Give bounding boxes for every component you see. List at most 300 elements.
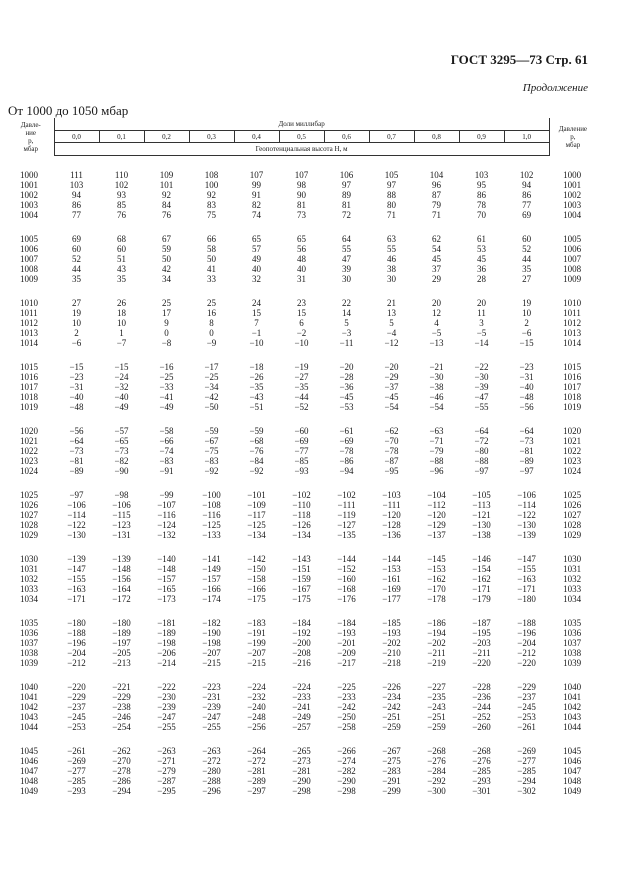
height-cell: −230 bbox=[157, 692, 176, 702]
height-cell: −175 bbox=[247, 594, 266, 604]
height-cell: −103 bbox=[382, 490, 401, 500]
pressure-cell-left: 1017 bbox=[20, 382, 38, 392]
height-cell: 10 bbox=[522, 308, 532, 318]
table-row bbox=[8, 722, 596, 732]
height-cell: −84 bbox=[249, 456, 264, 466]
height-cell: −31 bbox=[519, 372, 534, 382]
height-cell: −164 bbox=[112, 584, 131, 594]
height-cell: 15 bbox=[252, 308, 261, 318]
height-cell: 31 bbox=[297, 274, 306, 284]
pressure-cell-right: 1016 bbox=[563, 372, 582, 382]
height-cell: −155 bbox=[517, 564, 536, 574]
height-cell: −48 bbox=[69, 402, 84, 412]
pressure-cell-left: 1001 bbox=[20, 180, 38, 190]
height-cell: 27 bbox=[522, 274, 532, 284]
height-cell: −179 bbox=[472, 594, 491, 604]
height-cell: −23 bbox=[519, 362, 534, 372]
height-cell: −252 bbox=[472, 712, 491, 722]
height-cell: −245 bbox=[67, 712, 86, 722]
pressure-cell-right: 1017 bbox=[563, 382, 582, 392]
pressure-cell-left: 1014 bbox=[20, 338, 38, 348]
height-cell: −184 bbox=[337, 618, 356, 628]
height-cell: −140 bbox=[157, 554, 176, 564]
height-cell: −107 bbox=[157, 500, 176, 510]
height-cell: −98 bbox=[114, 490, 129, 500]
height-cell: −106 bbox=[112, 500, 131, 510]
height-cell: −180 bbox=[112, 618, 131, 628]
height-cell: 99 bbox=[252, 180, 261, 190]
height-cell: −180 bbox=[67, 618, 86, 628]
pressure-cell-right: 1018 bbox=[563, 392, 582, 402]
height-cell: 41 bbox=[207, 264, 216, 274]
height-cell: −228 bbox=[472, 682, 491, 692]
left-header-line: Давле- bbox=[20, 120, 41, 129]
height-cell: −300 bbox=[427, 786, 446, 796]
height-cell: 25 bbox=[207, 298, 216, 308]
height-cell: 32 bbox=[252, 274, 261, 284]
height-cell: −148 bbox=[112, 564, 131, 574]
height-cell: −113 bbox=[472, 500, 491, 510]
pressure-cell-right: 1021 bbox=[563, 436, 582, 446]
height-cell: −266 bbox=[337, 746, 356, 756]
pressure-cell-right: 1025 bbox=[563, 490, 582, 500]
fraction-column-header: 0,5 bbox=[279, 131, 324, 143]
height-cell: −69 bbox=[339, 436, 354, 446]
height-cell: 95 bbox=[477, 180, 486, 190]
table-row bbox=[8, 574, 596, 584]
height-cell: 15 bbox=[297, 308, 306, 318]
height-cell: −287 bbox=[157, 776, 176, 786]
height-cell: −73 bbox=[114, 446, 129, 456]
height-cell: 71 bbox=[432, 210, 441, 220]
height-cell: −168 bbox=[337, 584, 356, 594]
table-row bbox=[8, 510, 596, 520]
height-cell: −76 bbox=[249, 446, 264, 456]
height-cell: −212 bbox=[517, 648, 536, 658]
pressure-cell-left: 1024 bbox=[20, 466, 38, 476]
height-cell: −157 bbox=[202, 574, 221, 584]
group-gap bbox=[8, 220, 596, 234]
height-cell: 63 bbox=[387, 234, 396, 244]
height-cell: 103 bbox=[69, 180, 84, 190]
height-cell: −190 bbox=[202, 628, 221, 638]
height-cell: −27 bbox=[294, 372, 309, 382]
height-cell: 10 bbox=[117, 318, 126, 328]
height-cell: −197 bbox=[112, 638, 131, 648]
height-cell: −5 bbox=[431, 328, 442, 338]
height-cell: −255 bbox=[157, 722, 176, 732]
height-cell: 11 bbox=[477, 308, 486, 318]
fraction-column-header: 0,1 bbox=[99, 131, 144, 143]
pressure-cell-right: 1011 bbox=[563, 308, 581, 318]
height-cell: −253 bbox=[67, 722, 86, 732]
fraction-column-header: 0,2 bbox=[144, 131, 189, 143]
pressure-cell-right: 1004 bbox=[563, 210, 582, 220]
height-cell: 60 bbox=[522, 234, 532, 244]
height-cell: −37 bbox=[384, 382, 399, 392]
height-cell: 110 bbox=[114, 170, 129, 180]
height-cell: 5 bbox=[344, 318, 349, 328]
pressure-cell-left: 1033 bbox=[20, 584, 38, 594]
table-row bbox=[8, 392, 596, 402]
height-cell: −267 bbox=[382, 746, 401, 756]
height-cell: −130 bbox=[67, 530, 86, 540]
pressure-cell-right: 1042 bbox=[563, 702, 582, 712]
height-cell: −251 bbox=[427, 712, 446, 722]
height-cell: −276 bbox=[472, 756, 491, 766]
height-cell: −54 bbox=[429, 402, 444, 412]
pressure-cell-left: 1040 bbox=[20, 682, 38, 692]
height-cell: −46 bbox=[429, 392, 444, 402]
height-cell: 2 bbox=[74, 328, 79, 338]
height-cell: 73 bbox=[297, 210, 306, 220]
height-cell: 2 bbox=[524, 318, 529, 328]
height-cell: −102 bbox=[292, 490, 311, 500]
pressure-cell-right: 1023 bbox=[563, 456, 582, 466]
height-cell: −242 bbox=[337, 702, 356, 712]
height-cell: −118 bbox=[292, 510, 311, 520]
table-row bbox=[8, 338, 596, 348]
height-cell: 102 bbox=[114, 180, 129, 190]
height-cell: −64 bbox=[474, 426, 489, 436]
height-cell: 88 bbox=[387, 190, 396, 200]
height-cell: 100 bbox=[204, 180, 219, 190]
height-cell: −128 bbox=[382, 520, 401, 530]
height-cell: −83 bbox=[204, 456, 219, 466]
height-cell: 66 bbox=[207, 234, 216, 244]
height-cell: −148 bbox=[157, 564, 176, 574]
height-cell: 103 bbox=[474, 170, 489, 180]
height-cell: −12 bbox=[384, 338, 399, 348]
height-cell: −22 bbox=[474, 362, 489, 372]
height-cell: 86 bbox=[477, 190, 486, 200]
height-cell: 42 bbox=[162, 264, 171, 274]
height-cell: −151 bbox=[292, 564, 311, 574]
table-row bbox=[8, 298, 596, 308]
height-cell: −82 bbox=[114, 456, 129, 466]
table-row bbox=[8, 658, 596, 668]
height-cell: 96 bbox=[432, 180, 441, 190]
pressure-cell-right: 1047 bbox=[563, 766, 582, 776]
height-cell: −18 bbox=[249, 362, 264, 372]
height-cell: −279 bbox=[157, 766, 176, 776]
pressure-cell-right: 1035 bbox=[563, 618, 582, 628]
pressure-cell-right: 1026 bbox=[563, 500, 582, 510]
height-cell: −183 bbox=[247, 618, 266, 628]
height-cell: −141 bbox=[202, 554, 221, 564]
height-cell: −163 bbox=[517, 574, 536, 584]
height-cell: 25 bbox=[162, 298, 171, 308]
height-cell: −171 bbox=[472, 584, 491, 594]
pressure-cell-right: 1002 bbox=[563, 190, 582, 200]
height-cell: −247 bbox=[157, 712, 176, 722]
height-cell: −154 bbox=[472, 564, 491, 574]
height-cell: −56 bbox=[519, 402, 534, 412]
height-cell: −184 bbox=[292, 618, 311, 628]
height-cell: −90 bbox=[114, 466, 129, 476]
pressure-cell-right: 1037 bbox=[563, 638, 582, 648]
height-cell: −201 bbox=[337, 638, 356, 648]
height-cell: −233 bbox=[337, 692, 356, 702]
height-cell: −97 bbox=[69, 490, 84, 500]
height-cell: −182 bbox=[202, 618, 221, 628]
height-cell: 109 bbox=[159, 170, 174, 180]
pressure-cell-left: 1046 bbox=[20, 756, 38, 766]
height-cell: −112 bbox=[427, 500, 446, 510]
height-cell: −132 bbox=[157, 530, 176, 540]
height-cell: −92 bbox=[204, 466, 219, 476]
pressure-cell-left: 1019 bbox=[20, 402, 38, 412]
height-cell: −167 bbox=[292, 584, 311, 594]
height-cell: −54 bbox=[384, 402, 399, 412]
group-gap bbox=[8, 284, 596, 298]
height-cell: −261 bbox=[67, 746, 86, 756]
height-cell: 21 bbox=[387, 298, 396, 308]
pressure-cell-right: 1008 bbox=[563, 264, 582, 274]
height-cell: −223 bbox=[202, 682, 221, 692]
table-row bbox=[8, 786, 596, 796]
height-cell: −198 bbox=[202, 638, 221, 648]
height-cell: −139 bbox=[67, 554, 86, 564]
height-cell: 86 bbox=[522, 190, 532, 200]
height-cell: −202 bbox=[382, 638, 401, 648]
height-cell: 1 bbox=[119, 328, 124, 338]
pressure-cell-right: 1015 bbox=[563, 362, 582, 372]
left-header-line: p, bbox=[28, 136, 34, 145]
fraction-column-header: 0,6 bbox=[324, 131, 369, 143]
pressure-cell-left: 1039 bbox=[20, 658, 38, 668]
height-cell: −157 bbox=[157, 574, 176, 584]
table-row bbox=[8, 234, 596, 244]
pressure-cell-left: 1010 bbox=[20, 298, 38, 308]
height-cell: −288 bbox=[202, 776, 221, 786]
table-row bbox=[8, 530, 596, 540]
height-cell: −16 bbox=[159, 362, 174, 372]
height-cell: 65 bbox=[297, 234, 306, 244]
height-cell: −142 bbox=[247, 554, 266, 564]
pressure-cell-left: 1000 bbox=[20, 170, 38, 180]
pressure-cell-right: 1009 bbox=[563, 274, 582, 284]
left-pressure-header bbox=[8, 118, 54, 156]
height-cell: −237 bbox=[67, 702, 86, 712]
table-row bbox=[8, 436, 596, 446]
height-cell: 45 bbox=[432, 254, 441, 264]
pressure-cell-left: 1044 bbox=[20, 722, 38, 732]
height-cell: −106 bbox=[517, 490, 536, 500]
height-cell: 56 bbox=[297, 244, 306, 254]
height-cell: −162 bbox=[427, 574, 446, 584]
table-row bbox=[8, 426, 596, 436]
height-cell: −171 bbox=[67, 594, 86, 604]
height-cell: 19 bbox=[522, 298, 532, 308]
height-cell: −9 bbox=[206, 338, 217, 348]
height-cell: −296 bbox=[202, 786, 221, 796]
height-cell: −239 bbox=[157, 702, 176, 712]
height-cell: −295 bbox=[157, 786, 176, 796]
table-row bbox=[8, 490, 596, 500]
height-cell: −260 bbox=[472, 722, 491, 732]
height-cell: −109 bbox=[247, 500, 266, 510]
height-cell: −30 bbox=[429, 372, 444, 382]
group-gap bbox=[8, 412, 596, 426]
height-cell: −277 bbox=[517, 756, 536, 766]
pressure-cell-right: 1032 bbox=[563, 574, 582, 584]
height-cell: −62 bbox=[384, 426, 399, 436]
height-cell: −189 bbox=[112, 628, 131, 638]
pressure-cell-right: 1029 bbox=[563, 530, 582, 540]
height-cell: −25 bbox=[204, 372, 219, 382]
height-cell: −106 bbox=[67, 500, 86, 510]
height-cell: 35 bbox=[117, 274, 126, 284]
pressure-cell-left: 1023 bbox=[20, 456, 38, 466]
height-cell: −58 bbox=[159, 426, 174, 436]
height-cell: 40 bbox=[252, 264, 261, 274]
height-cell: 51 bbox=[117, 254, 126, 264]
height-cell: 69 bbox=[72, 234, 81, 244]
height-cell: −30 bbox=[474, 372, 489, 382]
height-cell: −19 bbox=[294, 362, 309, 372]
table-row bbox=[8, 244, 596, 254]
table-row bbox=[8, 520, 596, 530]
height-cell: −91 bbox=[159, 466, 174, 476]
height-cell: 46 bbox=[387, 254, 396, 264]
table-row bbox=[8, 628, 596, 638]
height-cell: −61 bbox=[339, 426, 354, 436]
height-cell: −246 bbox=[112, 712, 131, 722]
height-cell: −34 bbox=[204, 382, 219, 392]
height-cell: 83 bbox=[207, 200, 216, 210]
height-cell: −166 bbox=[247, 584, 266, 594]
height-cell: 14 bbox=[342, 308, 351, 318]
continuation-label: Продолжение bbox=[522, 82, 588, 94]
height-cell: 72 bbox=[342, 210, 351, 220]
height-cell: −249 bbox=[292, 712, 311, 722]
height-cell: −268 bbox=[427, 746, 446, 756]
height-cell: −127 bbox=[337, 520, 356, 530]
height-cell: −67 bbox=[204, 436, 219, 446]
table-row bbox=[8, 564, 596, 574]
pressure-cell-left: 1031 bbox=[20, 564, 38, 574]
table-row bbox=[8, 746, 596, 756]
height-cell: −172 bbox=[112, 594, 131, 604]
height-cell: −211 bbox=[472, 648, 491, 658]
height-cell: −270 bbox=[112, 756, 131, 766]
height-cell: −68 bbox=[249, 436, 264, 446]
height-cell: −227 bbox=[427, 682, 446, 692]
height-cell: 10 bbox=[72, 318, 81, 328]
height-cell: −81 bbox=[519, 446, 534, 456]
height-cell: −40 bbox=[114, 392, 129, 402]
height-cell: 97 bbox=[387, 180, 396, 190]
height-cell: 62 bbox=[432, 234, 441, 244]
height-cell: −244 bbox=[472, 702, 491, 712]
height-cell: −162 bbox=[472, 574, 491, 584]
height-cell: −294 bbox=[517, 776, 536, 786]
height-cell: −72 bbox=[474, 436, 489, 446]
height-cell: −124 bbox=[157, 520, 176, 530]
height-cell: 87 bbox=[432, 190, 441, 200]
height-cell: −262 bbox=[112, 746, 131, 756]
height-cell: −169 bbox=[382, 584, 401, 594]
fraction-column-header: 0,9 bbox=[459, 131, 504, 143]
height-cell: 8 bbox=[209, 318, 214, 328]
height-cell: −264 bbox=[247, 746, 266, 756]
table-row bbox=[8, 456, 596, 466]
height-cell: −17 bbox=[204, 362, 219, 372]
height-cell: −243 bbox=[427, 702, 446, 712]
height-cell: −78 bbox=[384, 446, 399, 456]
height-cell: −25 bbox=[159, 372, 174, 382]
height-cell: −247 bbox=[202, 712, 221, 722]
height-cell: 77 bbox=[522, 200, 532, 210]
height-cell: −50 bbox=[204, 402, 219, 412]
height-cell: −163 bbox=[67, 584, 86, 594]
height-cell: −56 bbox=[69, 426, 84, 436]
table-row bbox=[8, 692, 596, 702]
height-cell: −143 bbox=[292, 554, 311, 564]
height-cell: −83 bbox=[159, 456, 174, 466]
height-cell: −276 bbox=[427, 756, 446, 766]
table-row bbox=[8, 274, 596, 284]
height-cell: −40 bbox=[69, 392, 84, 402]
pressure-cell-left: 1011 bbox=[20, 308, 38, 318]
height-cell: −233 bbox=[292, 692, 311, 702]
height-cell: −229 bbox=[517, 682, 536, 692]
right-header-line: Давление bbox=[558, 124, 588, 133]
height-cell: 13 bbox=[387, 308, 396, 318]
height-cell: −263 bbox=[202, 746, 221, 756]
height-cell: −224 bbox=[292, 682, 311, 692]
height-cell: −272 bbox=[247, 756, 266, 766]
right-pressure-header bbox=[549, 118, 596, 156]
height-cell: 65 bbox=[252, 234, 261, 244]
height-cell: 48 bbox=[297, 254, 306, 264]
height-cell: −217 bbox=[337, 658, 356, 668]
pressure-range-title: От 1000 до 1050 мбар bbox=[8, 103, 129, 118]
pressure-cell-right: 1046 bbox=[563, 756, 582, 766]
height-cell: −176 bbox=[337, 594, 356, 604]
height-cell: −218 bbox=[382, 658, 401, 668]
pressure-cell-right: 1003 bbox=[563, 200, 582, 210]
height-cell: 85 bbox=[117, 200, 126, 210]
height-cell: 64 bbox=[342, 234, 351, 244]
group-gap bbox=[8, 732, 596, 746]
height-cell: 35 bbox=[522, 264, 532, 274]
table-row bbox=[8, 446, 596, 456]
height-cell: −80 bbox=[474, 446, 489, 456]
height-cell: −281 bbox=[247, 766, 266, 776]
height-cell: −170 bbox=[427, 584, 446, 594]
height-cell: −97 bbox=[519, 466, 534, 476]
height-cell: −129 bbox=[427, 520, 446, 530]
height-cell: −284 bbox=[427, 766, 446, 776]
pressure-cell-right: 1034 bbox=[563, 594, 582, 604]
height-cell: −126 bbox=[292, 520, 311, 530]
height-cell: 52 bbox=[72, 254, 81, 264]
height-cell: −49 bbox=[159, 402, 174, 412]
height-cell: −160 bbox=[337, 574, 356, 584]
height-cell: 20 bbox=[432, 298, 441, 308]
height-cell: 59 bbox=[162, 244, 171, 254]
height-cell: −139 bbox=[112, 554, 131, 564]
pressure-cell-left: 1025 bbox=[20, 490, 38, 500]
height-cell: −294 bbox=[112, 786, 131, 796]
table-row bbox=[8, 682, 596, 692]
height-cell: 4 bbox=[434, 318, 439, 328]
height-cell: 58 bbox=[207, 244, 216, 254]
height-cell: −257 bbox=[292, 722, 311, 732]
height-cell: −289 bbox=[247, 776, 266, 786]
